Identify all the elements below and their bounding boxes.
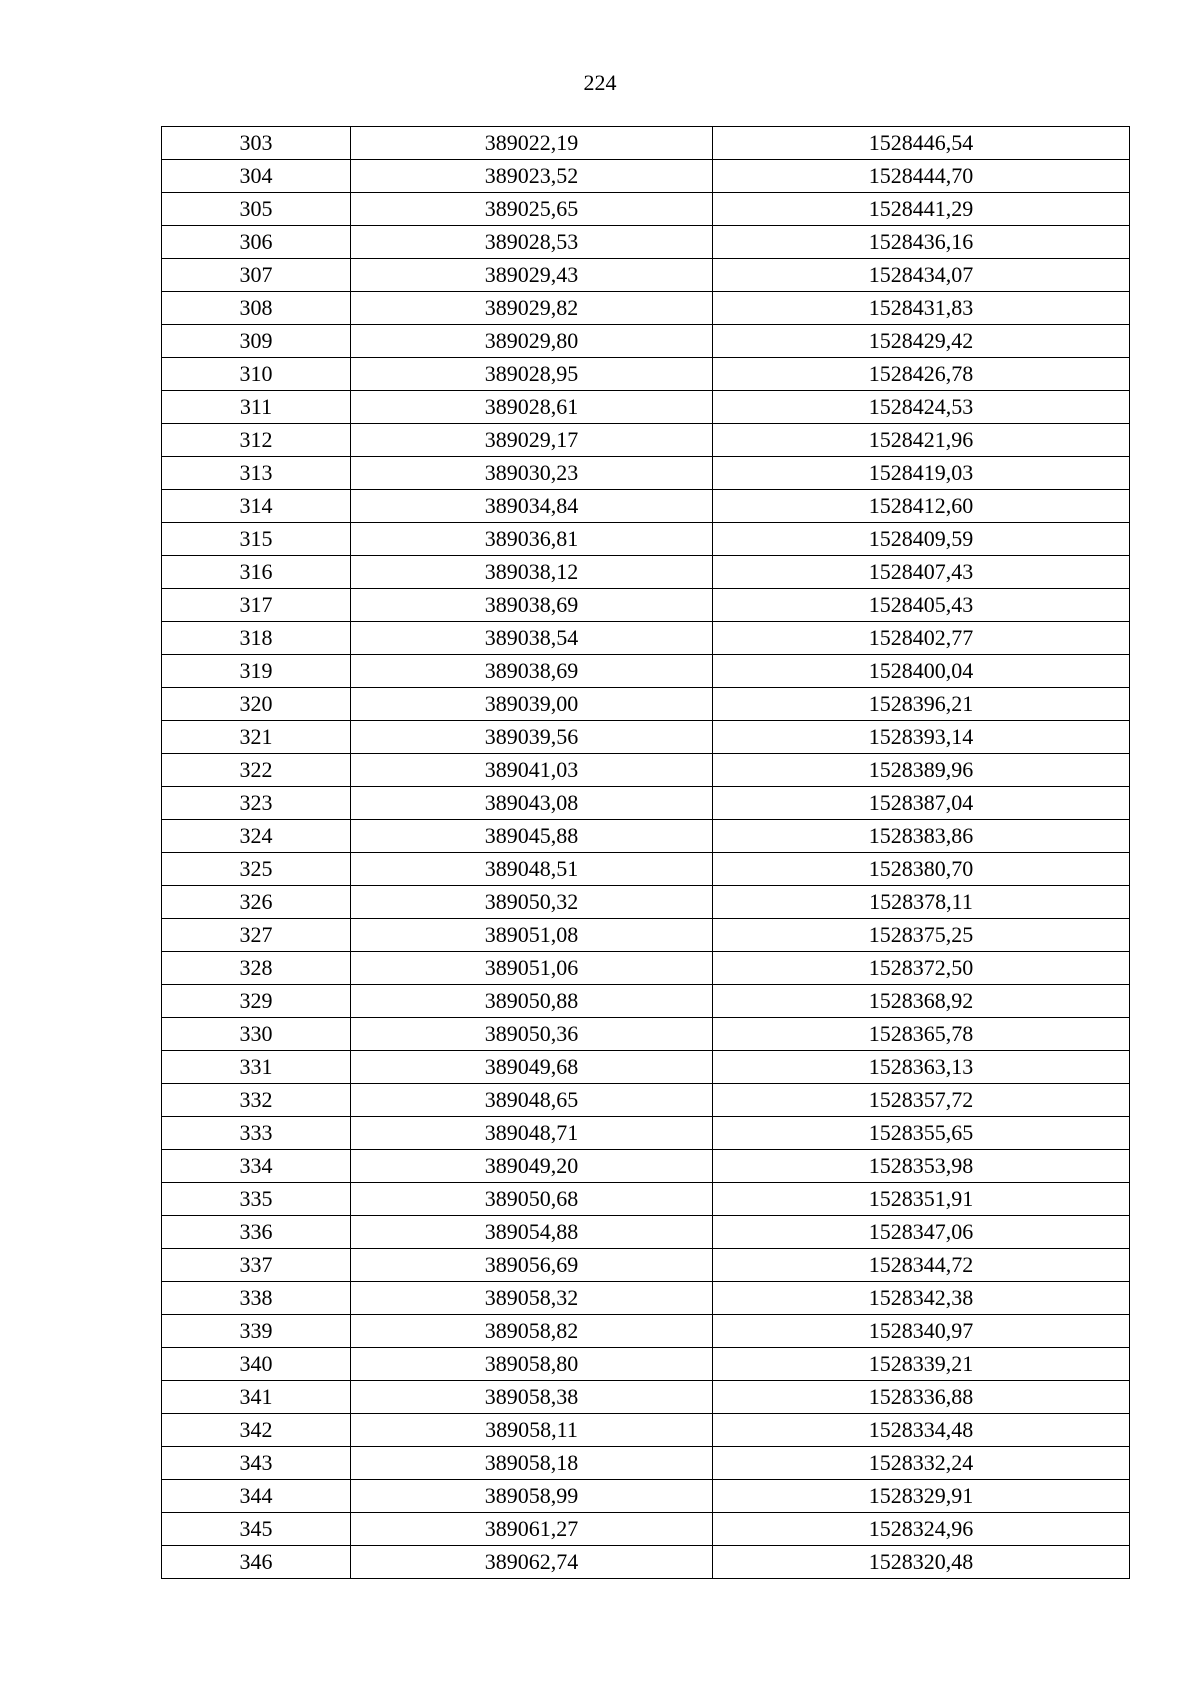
- point-number-cell: 309: [162, 325, 351, 358]
- point-number-cell: 331: [162, 1051, 351, 1084]
- point-number-cell: 335: [162, 1183, 351, 1216]
- x-coordinate-cell: 389058,99: [351, 1480, 713, 1513]
- x-coordinate-cell: 389054,88: [351, 1216, 713, 1249]
- x-coordinate-cell: 389028,53: [351, 226, 713, 259]
- point-number-cell: 326: [162, 886, 351, 919]
- x-coordinate-cell: 389041,03: [351, 754, 713, 787]
- y-coordinate-cell: 1528351,91: [713, 1183, 1130, 1216]
- point-number-cell: 332: [162, 1084, 351, 1117]
- y-coordinate-cell: 1528393,14: [713, 721, 1130, 754]
- y-coordinate-cell: 1528387,04: [713, 787, 1130, 820]
- y-coordinate-cell: 1528363,13: [713, 1051, 1130, 1084]
- x-coordinate-cell: 389058,32: [351, 1282, 713, 1315]
- table-row: [162, 325, 1130, 358]
- point-number-cell: 321: [162, 721, 351, 754]
- point-number-cell: 314: [162, 490, 351, 523]
- x-coordinate-cell: 389051,08: [351, 919, 713, 952]
- point-number-cell: 306: [162, 226, 351, 259]
- coordinates-table: [161, 126, 1130, 1579]
- y-coordinate-cell: 1528429,42: [713, 325, 1130, 358]
- y-coordinate-cell: 1528383,86: [713, 820, 1130, 853]
- x-coordinate-cell: 389028,95: [351, 358, 713, 391]
- point-number-cell: 308: [162, 292, 351, 325]
- y-coordinate-cell: 1528339,21: [713, 1348, 1130, 1381]
- y-coordinate-cell: 1528421,96: [713, 424, 1130, 457]
- point-number-cell: 304: [162, 160, 351, 193]
- y-coordinate-cell: 1528342,38: [713, 1282, 1130, 1315]
- table-row: [162, 1480, 1130, 1513]
- table-row: [162, 1183, 1130, 1216]
- y-coordinate-cell: 1528426,78: [713, 358, 1130, 391]
- table-row: [162, 589, 1130, 622]
- table-row: [162, 391, 1130, 424]
- point-number-cell: 329: [162, 985, 351, 1018]
- x-coordinate-cell: 389050,32: [351, 886, 713, 919]
- y-coordinate-cell: 1528444,70: [713, 160, 1130, 193]
- y-coordinate-cell: 1528402,77: [713, 622, 1130, 655]
- table-row: [162, 1315, 1130, 1348]
- point-number-cell: 317: [162, 589, 351, 622]
- table-row: [162, 952, 1130, 985]
- y-coordinate-cell: 1528396,21: [713, 688, 1130, 721]
- x-coordinate-cell: 389039,00: [351, 688, 713, 721]
- table-row: [162, 1414, 1130, 1447]
- x-coordinate-cell: 389058,38: [351, 1381, 713, 1414]
- y-coordinate-cell: 1528419,03: [713, 457, 1130, 490]
- y-coordinate-cell: 1528436,16: [713, 226, 1130, 259]
- x-coordinate-cell: 389058,82: [351, 1315, 713, 1348]
- point-number-cell: 341: [162, 1381, 351, 1414]
- y-coordinate-cell: 1528340,97: [713, 1315, 1130, 1348]
- x-coordinate-cell: 389029,80: [351, 325, 713, 358]
- table-row: [162, 523, 1130, 556]
- y-coordinate-cell: 1528446,54: [713, 127, 1130, 160]
- point-number-cell: 337: [162, 1249, 351, 1282]
- x-coordinate-cell: 389061,27: [351, 1513, 713, 1546]
- x-coordinate-cell: 389029,43: [351, 259, 713, 292]
- point-number-cell: 345: [162, 1513, 351, 1546]
- y-coordinate-cell: 1528344,72: [713, 1249, 1130, 1282]
- y-coordinate-cell: 1528324,96: [713, 1513, 1130, 1546]
- point-number-cell: 322: [162, 754, 351, 787]
- table-row: [162, 1348, 1130, 1381]
- table-row: [162, 820, 1130, 853]
- y-coordinate-cell: 1528380,70: [713, 853, 1130, 886]
- y-coordinate-cell: 1528431,83: [713, 292, 1130, 325]
- y-coordinate-cell: 1528409,59: [713, 523, 1130, 556]
- x-coordinate-cell: 389051,06: [351, 952, 713, 985]
- table-row: [162, 292, 1130, 325]
- y-coordinate-cell: 1528434,07: [713, 259, 1130, 292]
- table-row: [162, 688, 1130, 721]
- y-coordinate-cell: 1528372,50: [713, 952, 1130, 985]
- point-number-cell: 324: [162, 820, 351, 853]
- x-coordinate-cell: 389038,54: [351, 622, 713, 655]
- table-row: [162, 1018, 1130, 1051]
- x-coordinate-cell: 389038,12: [351, 556, 713, 589]
- y-coordinate-cell: 1528412,60: [713, 490, 1130, 523]
- x-coordinate-cell: 389029,17: [351, 424, 713, 457]
- y-coordinate-cell: 1528334,48: [713, 1414, 1130, 1447]
- y-coordinate-cell: 1528329,91: [713, 1480, 1130, 1513]
- point-number-cell: 336: [162, 1216, 351, 1249]
- table-row: [162, 853, 1130, 886]
- point-number-cell: 328: [162, 952, 351, 985]
- table-row: [162, 259, 1130, 292]
- point-number-cell: 318: [162, 622, 351, 655]
- point-number-cell: 311: [162, 391, 351, 424]
- y-coordinate-cell: 1528336,88: [713, 1381, 1130, 1414]
- y-coordinate-cell: 1528400,04: [713, 655, 1130, 688]
- point-number-cell: 330: [162, 1018, 351, 1051]
- y-coordinate-cell: 1528347,06: [713, 1216, 1130, 1249]
- point-number-cell: 313: [162, 457, 351, 490]
- y-coordinate-cell: 1528355,65: [713, 1117, 1130, 1150]
- table-row: [162, 886, 1130, 919]
- table-row: [162, 655, 1130, 688]
- coordinates-table-body: [162, 127, 1130, 1579]
- x-coordinate-cell: 389022,19: [351, 127, 713, 160]
- x-coordinate-cell: 389049,20: [351, 1150, 713, 1183]
- table-row: [162, 1447, 1130, 1480]
- table-row: [162, 1381, 1130, 1414]
- y-coordinate-cell: 1528405,43: [713, 589, 1130, 622]
- point-number-cell: 342: [162, 1414, 351, 1447]
- table-row: [162, 457, 1130, 490]
- y-coordinate-cell: 1528368,92: [713, 985, 1130, 1018]
- x-coordinate-cell: 389038,69: [351, 655, 713, 688]
- y-coordinate-cell: 1528357,72: [713, 1084, 1130, 1117]
- x-coordinate-cell: 389050,88: [351, 985, 713, 1018]
- x-coordinate-cell: 389028,61: [351, 391, 713, 424]
- point-number-cell: 310: [162, 358, 351, 391]
- table-row: [162, 985, 1130, 1018]
- x-coordinate-cell: 389062,74: [351, 1546, 713, 1579]
- table-row: [162, 226, 1130, 259]
- table-row: [162, 1249, 1130, 1282]
- table-row: [162, 1051, 1130, 1084]
- x-coordinate-cell: 389036,81: [351, 523, 713, 556]
- table-row: [162, 1150, 1130, 1183]
- point-number-cell: 323: [162, 787, 351, 820]
- x-coordinate-cell: 389058,11: [351, 1414, 713, 1447]
- x-coordinate-cell: 389050,68: [351, 1183, 713, 1216]
- point-number-cell: 334: [162, 1150, 351, 1183]
- point-number-cell: 303: [162, 127, 351, 160]
- x-coordinate-cell: 389048,71: [351, 1117, 713, 1150]
- table-row: [162, 1513, 1130, 1546]
- y-coordinate-cell: 1528320,48: [713, 1546, 1130, 1579]
- x-coordinate-cell: 389048,65: [351, 1084, 713, 1117]
- point-number-cell: 343: [162, 1447, 351, 1480]
- table-row: [162, 193, 1130, 226]
- x-coordinate-cell: 389039,56: [351, 721, 713, 754]
- x-coordinate-cell: 389038,69: [351, 589, 713, 622]
- table-row: [162, 1117, 1130, 1150]
- point-number-cell: 305: [162, 193, 351, 226]
- point-number-cell: 307: [162, 259, 351, 292]
- x-coordinate-cell: 389048,51: [351, 853, 713, 886]
- table-row: [162, 787, 1130, 820]
- table-row: [162, 424, 1130, 457]
- x-coordinate-cell: 389025,65: [351, 193, 713, 226]
- point-number-cell: 338: [162, 1282, 351, 1315]
- y-coordinate-cell: 1528441,29: [713, 193, 1130, 226]
- y-coordinate-cell: 1528353,98: [713, 1150, 1130, 1183]
- point-number-cell: 327: [162, 919, 351, 952]
- point-number-cell: 319: [162, 655, 351, 688]
- x-coordinate-cell: 389049,68: [351, 1051, 713, 1084]
- table-row: [162, 160, 1130, 193]
- table-row: [162, 358, 1130, 391]
- y-coordinate-cell: 1528389,96: [713, 754, 1130, 787]
- point-number-cell: 315: [162, 523, 351, 556]
- table-row: [162, 622, 1130, 655]
- point-number-cell: 346: [162, 1546, 351, 1579]
- y-coordinate-cell: 1528407,43: [713, 556, 1130, 589]
- table-row: [162, 1084, 1130, 1117]
- point-number-cell: 325: [162, 853, 351, 886]
- table-row: [162, 556, 1130, 589]
- table-row: [162, 127, 1130, 160]
- table-row: [162, 1282, 1130, 1315]
- point-number-cell: 339: [162, 1315, 351, 1348]
- x-coordinate-cell: 389050,36: [351, 1018, 713, 1051]
- point-number-cell: 312: [162, 424, 351, 457]
- x-coordinate-cell: 389029,82: [351, 292, 713, 325]
- point-number-cell: 333: [162, 1117, 351, 1150]
- x-coordinate-cell: 389034,84: [351, 490, 713, 523]
- y-coordinate-cell: 1528424,53: [713, 391, 1130, 424]
- point-number-cell: 340: [162, 1348, 351, 1381]
- x-coordinate-cell: 389058,18: [351, 1447, 713, 1480]
- table-row: [162, 754, 1130, 787]
- table-row: [162, 490, 1130, 523]
- table-row: [162, 1216, 1130, 1249]
- x-coordinate-cell: 389056,69: [351, 1249, 713, 1282]
- y-coordinate-cell: 1528378,11: [713, 886, 1130, 919]
- x-coordinate-cell: 389045,88: [351, 820, 713, 853]
- x-coordinate-cell: 389023,52: [351, 160, 713, 193]
- page-number: 224: [583, 70, 617, 95]
- point-number-cell: 316: [162, 556, 351, 589]
- x-coordinate-cell: 389043,08: [351, 787, 713, 820]
- point-number-cell: 320: [162, 688, 351, 721]
- y-coordinate-cell: 1528375,25: [713, 919, 1130, 952]
- table-row: [162, 919, 1130, 952]
- y-coordinate-cell: 1528332,24: [713, 1447, 1130, 1480]
- x-coordinate-cell: 389058,80: [351, 1348, 713, 1381]
- y-coordinate-cell: 1528365,78: [713, 1018, 1130, 1051]
- x-coordinate-cell: 389030,23: [351, 457, 713, 490]
- point-number-cell: 344: [162, 1480, 351, 1513]
- table-row: [162, 1546, 1130, 1579]
- table-row: [162, 721, 1130, 754]
